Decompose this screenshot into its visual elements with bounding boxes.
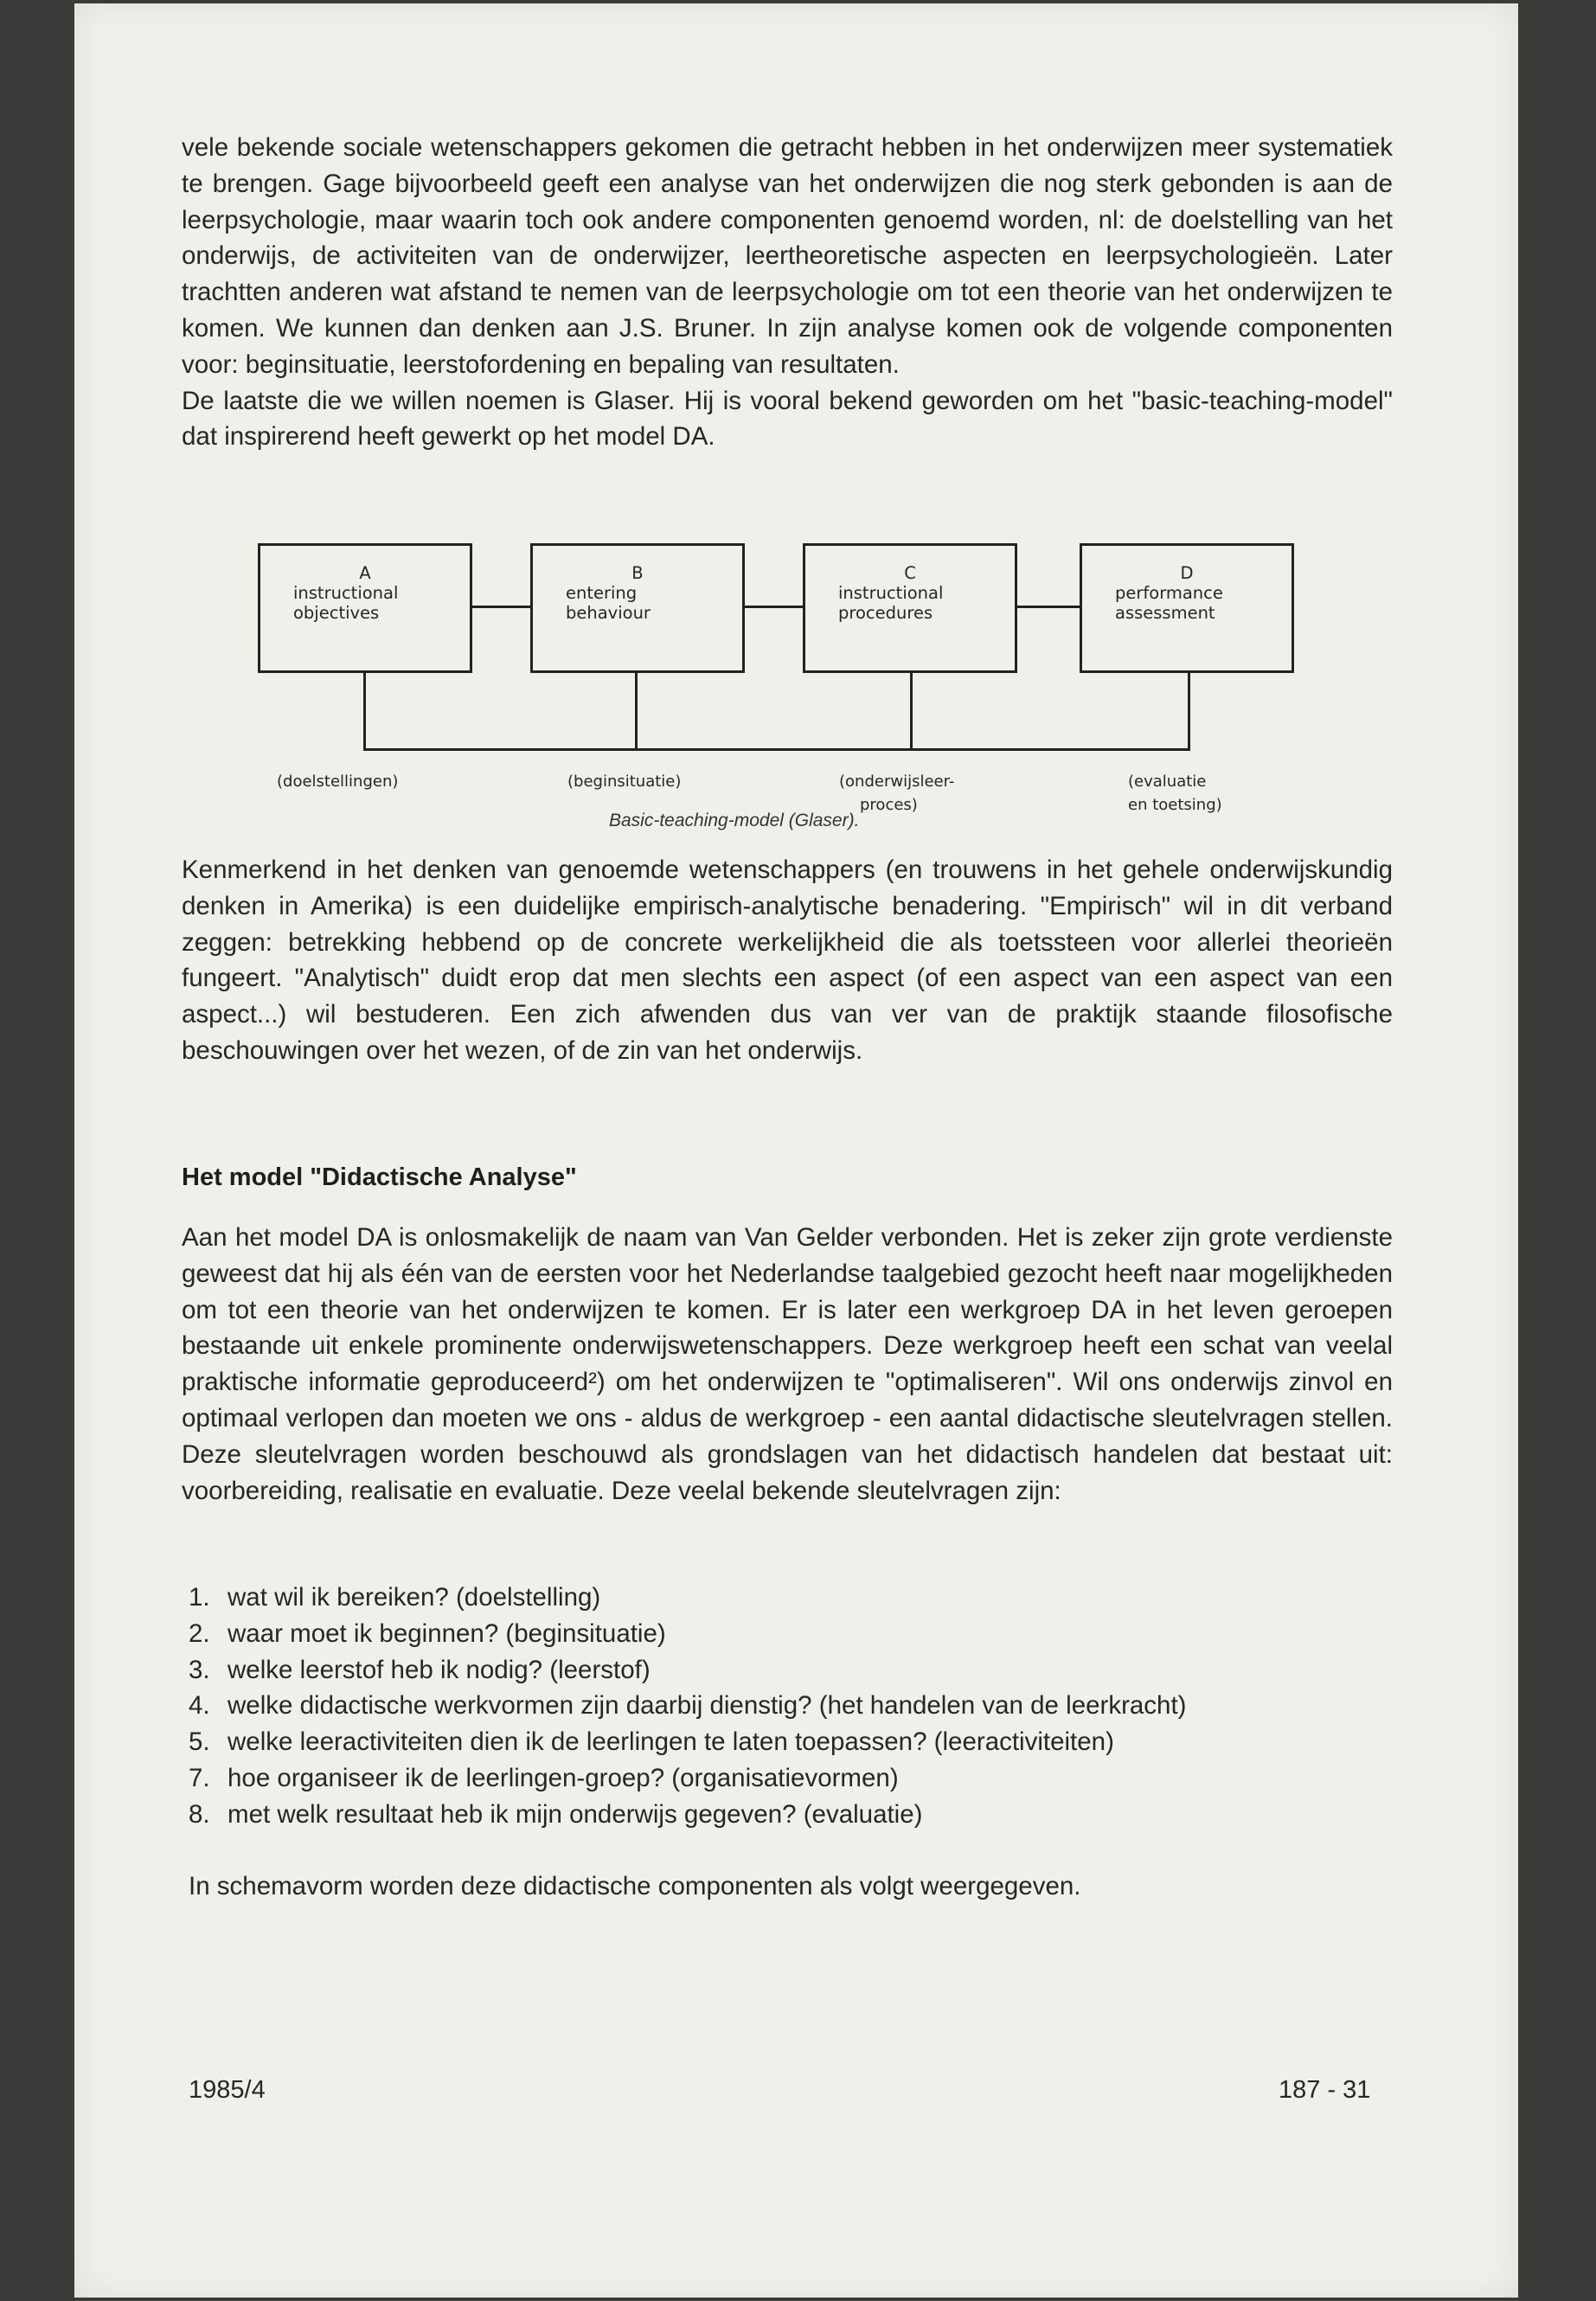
box-letter: D	[1180, 563, 1194, 583]
connector-ab	[472, 606, 530, 608]
drop-line-a	[363, 673, 366, 751]
basic-teaching-model-diagram	[258, 543, 1313, 837]
label-line1: (evaluatie	[1128, 772, 1207, 791]
list-text: welke leerstof heb ik nodig? (leerstof)	[228, 1655, 651, 1684]
closing-sentence: In schemavorm worden deze didactische componenten als volgt weergegeven.	[189, 1872, 1081, 1900]
figure-caption: Basic-teaching-model (Glaser).	[609, 811, 860, 830]
connector-cd	[1017, 606, 1080, 608]
paragraph-gage-bruner: vele bekende sociale wetenschappers gekomen die getracht hebben in het onderwijzen meer systematiek te brengen. Gage bijvoorbeeld geeft een analyse van het onderwijzen die nog sterk gebonden is aan de leerpsychologie, maar waarin toch ook andere componenten genoemd worden, nl: de doelstelling van het onderwijs, de activiteiten van de onderwijzer, leertheoretische aspecten en leerpsychologieën. Later trachtten anderen wat afstand te nemen van de leerpsychologie om tot een theorie van het onderwijzen te komen. We kunnen dan denken aan J.S. Bruner. In zijn analyse komen ook de volgende componenten voor: beginsituatie, leerstofordening en bepaling van resultaten.	[182, 133, 1393, 379]
diagram-label-b	[567, 770, 681, 793]
list-text: welke leeractiviteiten dien ik de leerlingen te laten toepassen? (leeractiviteiten)	[228, 1727, 1114, 1757]
list-text: welke didactische werkvormen zijn daarbij dienstig? (het handelen van de leerkracht)	[228, 1691, 1187, 1721]
box-label-line2: assessment	[1115, 603, 1215, 623]
box-letter: B	[631, 563, 644, 583]
connector-bc	[745, 606, 803, 608]
body-paragraph-van-gelder	[182, 1220, 1393, 1509]
section-heading: Het model "Didactische Analyse"	[182, 1163, 577, 1191]
list-item	[189, 1724, 1393, 1760]
box-label-line1: instructional	[293, 583, 399, 603]
body-paragraph	[182, 130, 1393, 455]
label-line1: (doelstellingen)	[277, 772, 399, 791]
list-text: met welk resultaat heb ik mijn onderwijs gegeven? (evaluatie)	[228, 1799, 923, 1829]
paragraph-text: Kenmerkend in het denken van genoemde wetenschappers (en trouwens in het gehele onderwijskundig denken in Amerika) is een duidelijke empirisch-analytische benadering. "Empirisch" wil in dit verband zeggen: betrekking hebbend op de concrete werkelijkheid die als toetssteen voor allerlei theorieën fungeert. "Analytisch" duidt erop dat men slechts een aspect (of een aspect van een aspect van een aspect...) wil bestuderen. Een zich afwenden dus van ver van de praktijk staande filosofische beschouwingen over het wezen, of de zin van het onderwijs.	[182, 856, 1393, 1065]
list-item	[189, 1652, 1393, 1689]
list-number: 3.	[189, 1655, 210, 1684]
box-label-line1: instructional	[838, 583, 944, 603]
drop-line-d	[1188, 673, 1190, 751]
box-letter: A	[359, 563, 371, 583]
box-label-line2: procedures	[838, 603, 933, 623]
list-item	[189, 1797, 1393, 1833]
diagram-label-a	[277, 770, 398, 793]
diagram-box-b	[530, 543, 745, 673]
diagram-box-c	[803, 543, 1017, 673]
diagram-box-d	[1080, 543, 1294, 673]
diagram-label-d	[1128, 770, 1222, 817]
box-letter: C	[904, 563, 916, 583]
diagram-label-c	[839, 770, 954, 817]
list-number: 8.	[189, 1799, 210, 1829]
paragraph-text: Aan het model DA is onlosmakelijk de naam van Van Gelder verbonden. Het is zeker zijn grote verdienste geweest dat hij als één van de eersten voor het Nederlandse taalgebied gezocht heeft naar mogelijkheden om tot een theorie van het onderwijzen te komen. Er is later een werkgroep DA in het leven geroepen bestaande uit enkele prominente onderwijswetenschappers. Deze werkgroep heeft een schat van veelal praktische informatie geproduceerd²) om het onderwijzen te "optimaliseren". Wil ons onderwijs zinvol en optimaal verlopen dan moeten we ons - aldus de werkgroep - een aantal didactische sleutelvragen stellen. Deze sleutelvragen worden beschouwd als grondslagen van het didactisch handelen dat bestaat uit: voorbereiding, realisatie en evaluatie. Deze veelal bekende sleutelvragen zijn:	[182, 1223, 1393, 1505]
list-number: 7.	[189, 1763, 210, 1792]
list-number: 4.	[189, 1691, 210, 1721]
list-item	[189, 1616, 1393, 1652]
diagram-box-a	[258, 543, 472, 673]
list-number: 2.	[189, 1618, 210, 1648]
box-label-line2: behaviour	[566, 603, 651, 623]
label-line2: proces)	[860, 796, 918, 814]
paragraph-glaser: De laatste die we willen noemen is Glaser. Hij is vooral bekend geworden om het "basic-teaching-model" dat inspirerend heeft gewerkt op het model DA.	[182, 386, 1393, 452]
page-number: 187 - 31	[1279, 2076, 1371, 2104]
box-label-line1: performance	[1115, 583, 1223, 603]
drop-line-b	[635, 673, 638, 751]
box-label-line2: objectives	[293, 603, 380, 623]
list-item	[189, 1580, 1393, 1616]
list-text: waar moet ik beginnen? (beginsituatie)	[228, 1618, 666, 1648]
key-questions-list	[189, 1580, 1393, 1833]
list-number: 1.	[189, 1583, 210, 1612]
box-label-line1: entering	[566, 583, 638, 603]
label-line1: (beginsituatie)	[567, 772, 682, 791]
list-item	[189, 1688, 1393, 1724]
issue-number: 1985/4	[189, 2076, 266, 2104]
list-item	[189, 1760, 1393, 1797]
label-line2: en toetsing)	[1128, 796, 1222, 814]
list-text: wat wil ik bereiken? (doelstelling)	[228, 1583, 601, 1612]
feedback-line	[363, 748, 1190, 751]
list-text: hoe organiseer ik de leerlingen-groep? (organisatievormen)	[228, 1763, 899, 1792]
body-paragraph-empirisch	[182, 852, 1393, 1069]
drop-line-c	[910, 673, 913, 751]
label-line1: (onderwijsleer-	[839, 772, 955, 791]
list-number: 5.	[189, 1727, 210, 1757]
